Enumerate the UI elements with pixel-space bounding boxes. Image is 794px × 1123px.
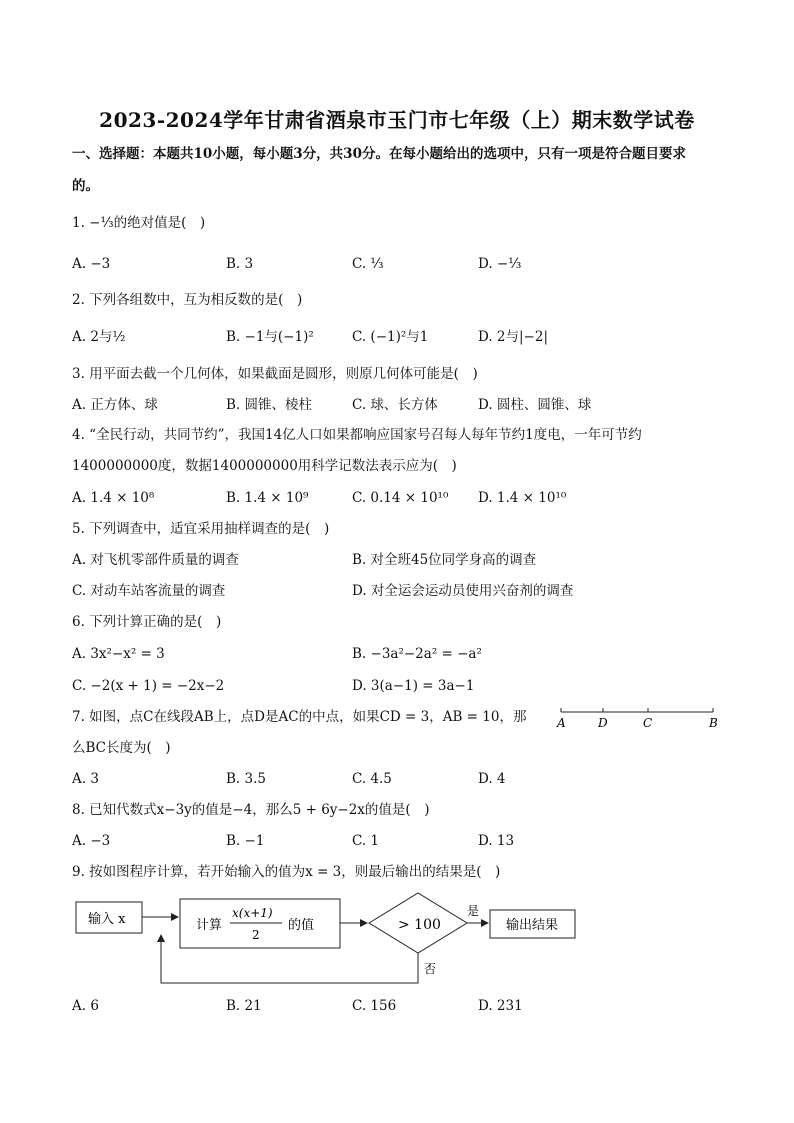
page-title: 2023-2024学年甘肃省酒泉市玉门市七年级（上）期末数学试卷	[99, 108, 695, 132]
input-label: 输入 x	[88, 912, 126, 927]
q6-option-d: D. 3(a−1) = 3a−1	[352, 678, 475, 694]
q6-option-c: C. −2(x + 1) = −2x−2	[72, 678, 225, 694]
q5-option-d: D. 对全运会运动员使用兴奋剂的调查	[352, 583, 574, 599]
q8-option-c: C. 1	[352, 833, 380, 849]
question-7-stem-line2: 么BC长度为( )	[72, 740, 171, 756]
compute-denominator: 2	[252, 928, 260, 942]
compute-numerator: x(x+1)	[232, 906, 273, 920]
loop-back-arrow	[161, 935, 418, 983]
program-flowchart	[70, 886, 590, 992]
output-label: 输出结果	[506, 918, 559, 933]
condition-label: > 100	[398, 917, 441, 933]
q8-option-a: A. −3	[72, 833, 111, 849]
no-label: 否	[424, 962, 437, 976]
q9-option-b: B. 21	[226, 998, 262, 1014]
q7-option-a: A. 3	[72, 771, 99, 787]
question-4-stem-line2: 1400000000度，数据1400000000用科学记数法表示应为( )	[72, 458, 457, 474]
q4-option-d: D. 1.4 × 10¹⁰	[478, 490, 567, 506]
label-d: D	[598, 716, 608, 730]
q9-option-c: C. 156	[352, 998, 397, 1014]
q5-option-b: B. 对全班45位同学身高的调查	[352, 552, 537, 568]
q9-option-d: D. 231	[478, 998, 523, 1014]
q2-option-c: C. (−1)²与1	[352, 329, 429, 345]
label-b: B	[709, 716, 718, 730]
question-4-stem: 4. “全民行动，共同节约”，我国14亿人口如果都响应国家号召每人每年节约1度电，一年可节约	[72, 427, 642, 443]
q3-option-a: A. 正方体、球	[72, 397, 158, 413]
q8-option-b: B. −1	[226, 833, 265, 849]
q9-option-a: A. 6	[72, 998, 99, 1014]
question-8-stem: 8. 已知代数式x−3y的值是−4，那么5 + 6y−2x的值是( )	[72, 802, 430, 818]
question-7-stem: 7. 如图，点C在线段AB上，点D是AC的中点，如果CD = 3，AB = 10，那	[72, 709, 527, 725]
label-c: C	[643, 716, 653, 730]
question-3-stem: 3. 用平面去截一个几何体，如果截面是圆形，则原几何体可能是( )	[72, 366, 478, 382]
q5-option-a: A. 对飞机零部件质量的调查	[72, 552, 239, 568]
q8-option-d: D. 13	[478, 833, 515, 849]
question-2-stem: 2. 下列各组数中，互为相反数的是( )	[72, 292, 303, 308]
question-6-stem: 6. 下列计算正确的是( )	[72, 614, 222, 630]
label-a: A	[557, 716, 566, 730]
q2-option-b: B. −1与(−1)²	[226, 329, 314, 345]
q4-option-c: C. 0.14 × 10¹⁰	[352, 490, 449, 506]
yes-label: 是	[467, 904, 480, 918]
q4-option-a: A. 1.4 × 10⁸	[72, 490, 155, 506]
q2-option-d: D. 2与|−2|	[478, 329, 549, 345]
q2-option-a: A. 2与½	[72, 329, 126, 345]
q7-option-c: C. 4.5	[352, 771, 392, 787]
q1-option-d: D. −⅓	[478, 256, 522, 272]
q3-option-d: D. 圆柱、圆锥、球	[478, 397, 592, 413]
q7-option-d: D. 4	[478, 771, 506, 787]
question-5-stem: 5. 下列调查中，适宜采用抽样调查的是( )	[72, 521, 330, 537]
q7-option-b: B. 3.5	[226, 771, 266, 787]
section-heading-line1: 一、选择题：本题共10小题，每小题3分，共30分。在每小题给出的选项中，只有一项是符合题目要求	[72, 146, 686, 162]
compute-prefix: 计算	[196, 918, 223, 933]
q1-option-c: C. ⅓	[352, 256, 384, 272]
q4-option-b: B. 1.4 × 10⁹	[226, 490, 309, 506]
q3-option-b: B. 圆锥、棱柱	[226, 397, 313, 413]
q1-option-a: A. −3	[72, 256, 111, 272]
q6-option-b: B. −3a²−2a² = −a²	[352, 646, 482, 662]
line-segment-figure	[552, 700, 724, 734]
compute-suffix: 的值	[288, 918, 315, 933]
q5-option-c: C. 对动车站客流量的调查	[72, 583, 226, 599]
section-heading-line2: 的。	[72, 178, 99, 194]
question-1-stem: 1. −⅓的绝对值是( )	[72, 215, 206, 231]
q1-option-b: B. 3	[226, 256, 254, 272]
q6-option-a: A. 3x²−x² = 3	[72, 646, 165, 662]
q3-option-c: C. 球、长方体	[352, 397, 438, 413]
question-9-stem: 9. 按如图程序计算，若开始输入的值为x = 3，则最后输出的结果是( )	[72, 864, 501, 880]
